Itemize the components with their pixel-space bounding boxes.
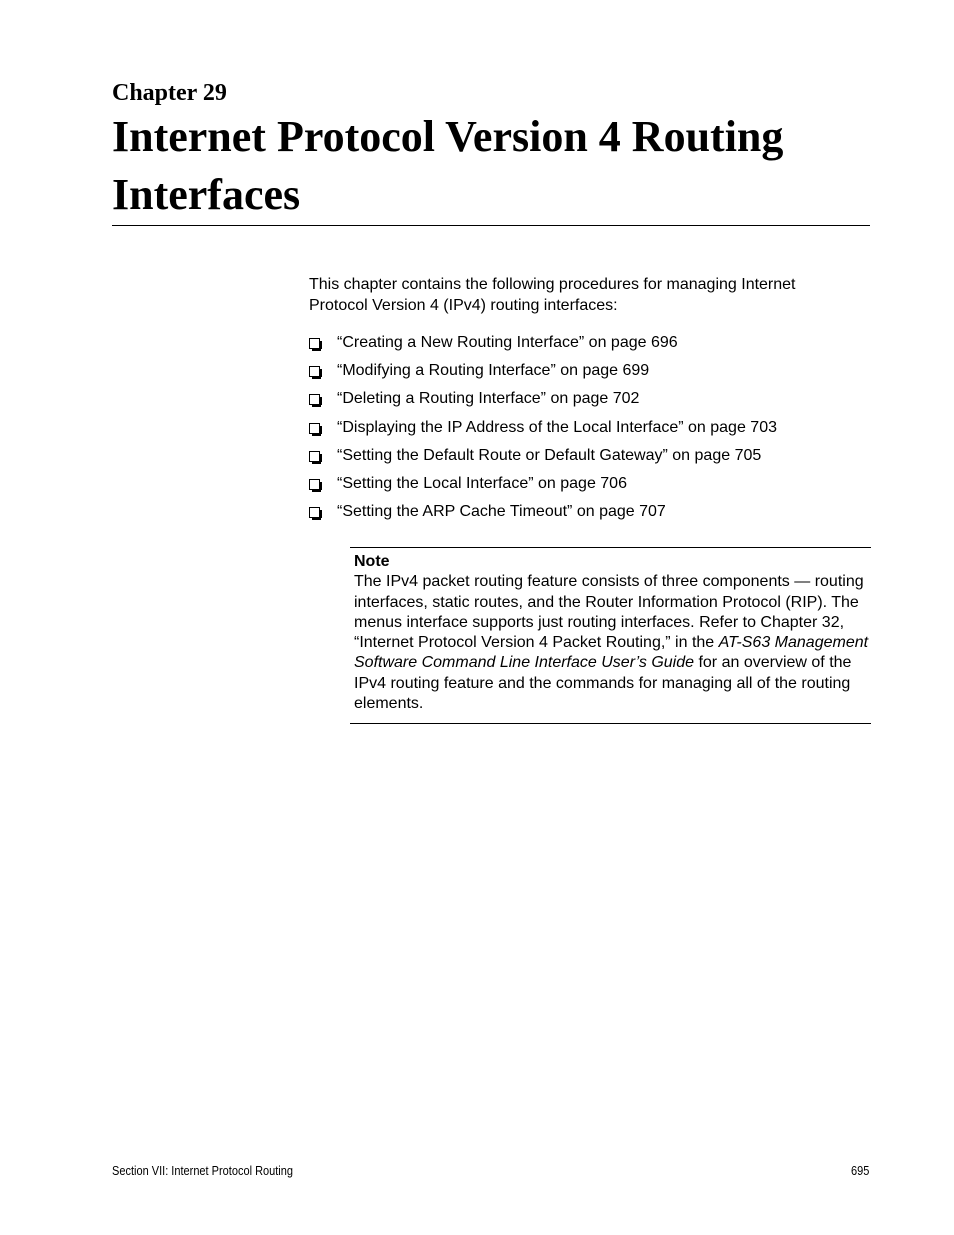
checkbox-bullet-icon — [309, 479, 320, 490]
procedure-link[interactable]: “Modifying a Routing Interface” on page 699 — [337, 362, 650, 380]
note-text-before: The IPv4 packet routing feature consists of three components — routing interfaces, static routes, and the Router Information Protocol (RIP). The menus interface supports just routing interfaces. Refer to Chapter 32, “Internet Protocol Version 4 Packet Routing,” in the — [354, 573, 864, 652]
checkbox-bullet-icon — [309, 451, 320, 462]
checkbox-bullet-icon — [309, 338, 320, 349]
note-body — [354, 572, 870, 714]
checkbox-bullet-icon — [309, 507, 320, 518]
procedure-link[interactable]: “Creating a New Routing Interface” on page 696 — [337, 334, 678, 351]
note-box — [350, 547, 871, 724]
note-book-title: AT-S63 Management Software Command Line Interface User’s Guide — [354, 634, 869, 672]
title-divider — [112, 225, 870, 226]
note-text-after: for an overview of the IPv4 routing feature and the commands for managing all of the routing elements. — [354, 654, 852, 713]
list-item — [309, 445, 869, 473]
intro-paragraph: This chapter contains the following procedures for managing Internet Protocol Version 4 (IPv4) routing interfaces: — [309, 276, 796, 314]
procedure-link[interactable]: “Setting the Default Route or Default Gateway” on page 705 — [337, 446, 762, 464]
list-item — [309, 417, 869, 445]
checkbox-bullet-icon — [309, 394, 320, 405]
note-heading: Note — [354, 553, 390, 570]
chapter-label: Chapter 29 — [112, 80, 227, 106]
list-item — [309, 360, 869, 388]
checkbox-bullet-icon — [309, 423, 320, 434]
procedure-link[interactable]: “Displaying the IP Address of the Local Interface” on page 703 — [337, 418, 777, 436]
procedure-link[interactable]: “Setting the Local Interface” on page 706 — [337, 474, 627, 492]
chapter-title: Internet Protocol Version 4 Routing Interfaces — [112, 112, 784, 219]
list-item — [309, 388, 869, 416]
footer-section: Section VII: Internet Protocol Routing — [112, 1164, 293, 1178]
list-item — [309, 332, 869, 360]
procedure-link[interactable]: “Setting the ARP Cache Timeout” on page 707 — [337, 503, 666, 521]
list-item — [309, 501, 869, 529]
footer-page-number: 695 — [851, 1164, 870, 1178]
procedure-list — [309, 332, 869, 529]
list-item — [309, 473, 869, 501]
checkbox-bullet-icon — [309, 366, 320, 377]
procedure-link[interactable]: “Deleting a Routing Interface” on page 702 — [337, 390, 640, 408]
